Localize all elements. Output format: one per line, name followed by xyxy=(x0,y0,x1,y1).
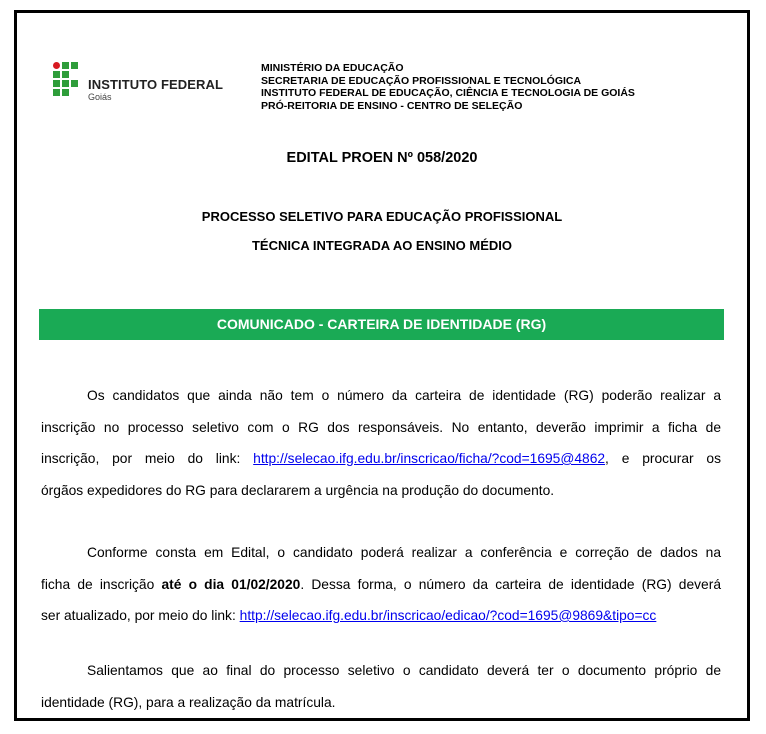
header-line: INSTITUTO FEDERAL DE EDUCAÇÃO, CIÊNCIA E TECNOLOGIA DE GOIÁS xyxy=(261,87,635,99)
text-fragment: ser atualizado, por meio do link: xyxy=(41,608,240,623)
institution-header xyxy=(261,62,635,112)
header-line: SECRETARIA DE EDUCAÇÃO PROFISSIONAL E TECNOLÓGICA xyxy=(261,74,582,87)
header-line: PRÓ-REITORIA DE ENSINO - CENTRO DE SELEÇÃO xyxy=(261,99,523,112)
paragraph-line: Conforme consta em Edital, o candidato poderá realizar a conferência e correção de dados na xyxy=(87,545,721,560)
paragraph-2 xyxy=(41,537,721,632)
deadline-date: até o dia 01/02/2020 xyxy=(161,576,301,592)
paragraph-3 xyxy=(41,655,721,718)
paragraph-line xyxy=(41,600,721,632)
edicao-link[interactable]: http://selecao.ifg.edu.br/inscricao/edicao/?cod=1695@9869&tipo=cc xyxy=(239,608,657,623)
logo-subname: Goiás xyxy=(88,92,112,102)
logo-grid-icon xyxy=(53,62,83,102)
comunicado-banner: COMUNICADO - CARTEIRA DE IDENTIDADE (RG) xyxy=(39,309,724,340)
paragraph-line: inscrição no processo seletivo com o RG dos responsáveis. No entanto, deverão imprimir a ficha de xyxy=(41,419,721,435)
ficha-link[interactable]: http://selecao.ifg.edu.br/inscricao/ficha/?cod=1695@4862 xyxy=(253,451,606,466)
logo-name: INSTITUTO FEDERAL xyxy=(88,77,224,92)
document-page xyxy=(14,10,750,721)
paragraph-line xyxy=(41,443,721,475)
text-fragment: , e procurar os xyxy=(605,451,721,466)
text-fragment: ficha de inscrição xyxy=(41,576,162,592)
processo-title-line1: PROCESSO SELETIVO PARA EDUCAÇÃO PROFISSIONAL xyxy=(201,209,563,224)
paragraph-line: identidade (RG), para a realização da matrícula. xyxy=(41,694,336,710)
paragraph-line xyxy=(41,569,721,601)
text-fragment: . Dessa forma, o número da carteira de identidade (RG) deverá xyxy=(300,576,721,592)
institute-logo xyxy=(53,62,223,114)
text-fragment: inscrição, por meio do link: xyxy=(41,451,254,466)
processo-title-line2: TÉCNICA INTEGRADA AO ENSINO MÉDIO xyxy=(251,238,512,253)
paragraph-1 xyxy=(41,380,721,506)
header-line: MINISTÉRIO DA EDUCAÇÃO xyxy=(261,62,404,74)
paragraph-line: Os candidatos que ainda não tem o número da carteira de identidade (RG) poderão realizar a xyxy=(87,388,721,403)
paragraph-line: Salientamos que ao final do processo seletivo o candidato deverá ter o documento próprio de xyxy=(87,663,721,678)
paragraph-line: órgãos expedidores do RG para declararem a urgência na produção do documento. xyxy=(41,482,555,498)
edital-title: EDITAL PROEN Nº 058/2020 xyxy=(286,150,478,166)
